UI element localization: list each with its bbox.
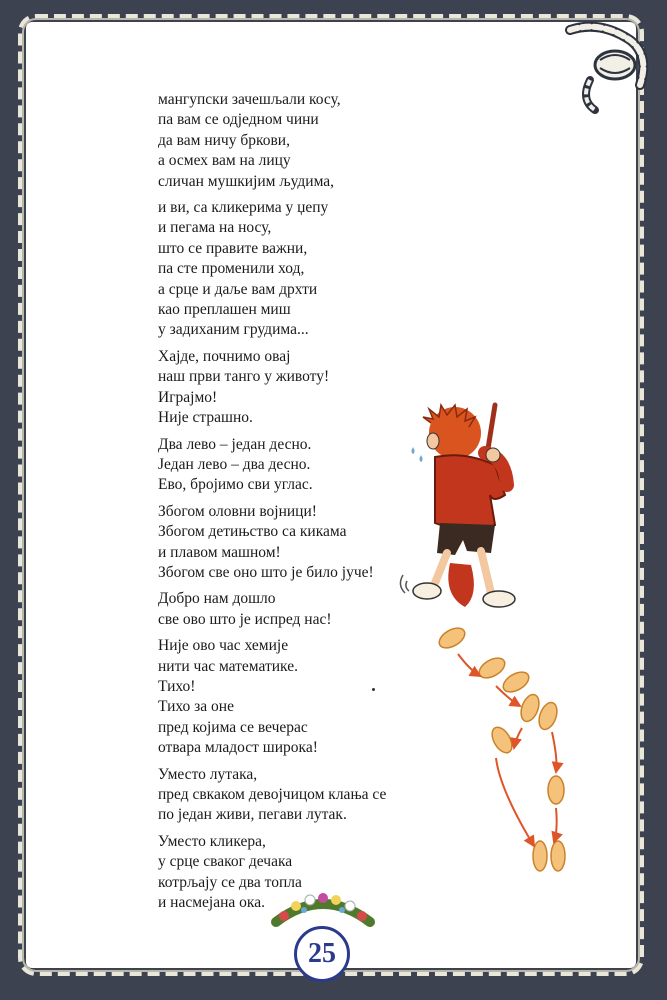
poem-line: Два лево – један десно. xyxy=(158,435,312,453)
rope-knot-icon xyxy=(560,10,660,120)
poem-line: Збогом детињство са кикама xyxy=(158,523,347,541)
poem-line: а срце и даље вам дрхти xyxy=(158,280,318,298)
poem-line: Један лево – два десно. xyxy=(158,455,311,473)
poem-line: што се правите важни, xyxy=(158,239,308,257)
poem-line: Уместо кликера, xyxy=(158,832,266,850)
poem-line: да вам ничу бркови, xyxy=(158,131,290,149)
poem-line: мангупски зачешљали косу, xyxy=(158,91,341,108)
stanza xyxy=(158,765,458,826)
poem-line: као преплашен миш xyxy=(158,301,291,319)
poem-line: наш први танго у животу! xyxy=(158,368,330,386)
poem-line: пред свкаком девојчицом клања се xyxy=(158,786,387,803)
poem-line: Играјмо! xyxy=(158,388,218,406)
stanza xyxy=(158,198,458,341)
poem-line: по један живи, пегави лутак. xyxy=(158,806,347,824)
poem-line: Збогом оловни војници! xyxy=(158,502,317,520)
poem-line: Збогом све оно што је било јуче! xyxy=(158,563,374,581)
stanza xyxy=(158,636,458,758)
poem-line: котрљају се два топла xyxy=(158,873,302,891)
stanza xyxy=(158,90,458,192)
footprint-icon xyxy=(430,620,590,880)
poem-line: у задиханим грудима... xyxy=(158,321,309,339)
poem-line: Добро нам дошло xyxy=(158,590,276,608)
poem-line: у срце сваког дечака xyxy=(158,853,293,871)
poem-line: нити час математике. xyxy=(158,657,298,675)
poem-line: па сте променили ход, xyxy=(158,260,305,278)
poem-line: па вам се одједном чини xyxy=(158,111,319,129)
poem-line: и насмејана ока. xyxy=(158,894,265,912)
poem-line: пред којима се вечерас xyxy=(158,718,308,736)
dancing-boy-illustration xyxy=(395,395,535,615)
ink-dot xyxy=(372,688,375,691)
page-number-badge xyxy=(272,890,372,990)
poem-line: Ево, бројимо сви углас. xyxy=(158,476,313,494)
poem-line: Није страшно. xyxy=(158,409,253,427)
poem-line: и ви, са кликерима у џепу xyxy=(158,199,329,217)
poem-line: сличан мушкијим људима, xyxy=(158,172,335,190)
poem-line: Тихо! xyxy=(158,677,196,695)
page-number: 25 xyxy=(294,926,350,982)
poem-line: а осмех вам на лицу xyxy=(158,152,291,170)
poem-line: и пегама на носу, xyxy=(158,219,272,237)
poem-line: и плавом машном! xyxy=(158,543,281,561)
poem-line: све ово што је испред нас! xyxy=(158,610,332,628)
poem-line: Није ово час хемије xyxy=(158,637,289,655)
poem-line: отвара младост широка! xyxy=(158,739,318,757)
poem-line: Уместо лутака, xyxy=(158,765,258,783)
poem-line: Тихо за оне xyxy=(158,698,234,716)
poem-line: Хајде, почнимо овај xyxy=(158,347,291,365)
